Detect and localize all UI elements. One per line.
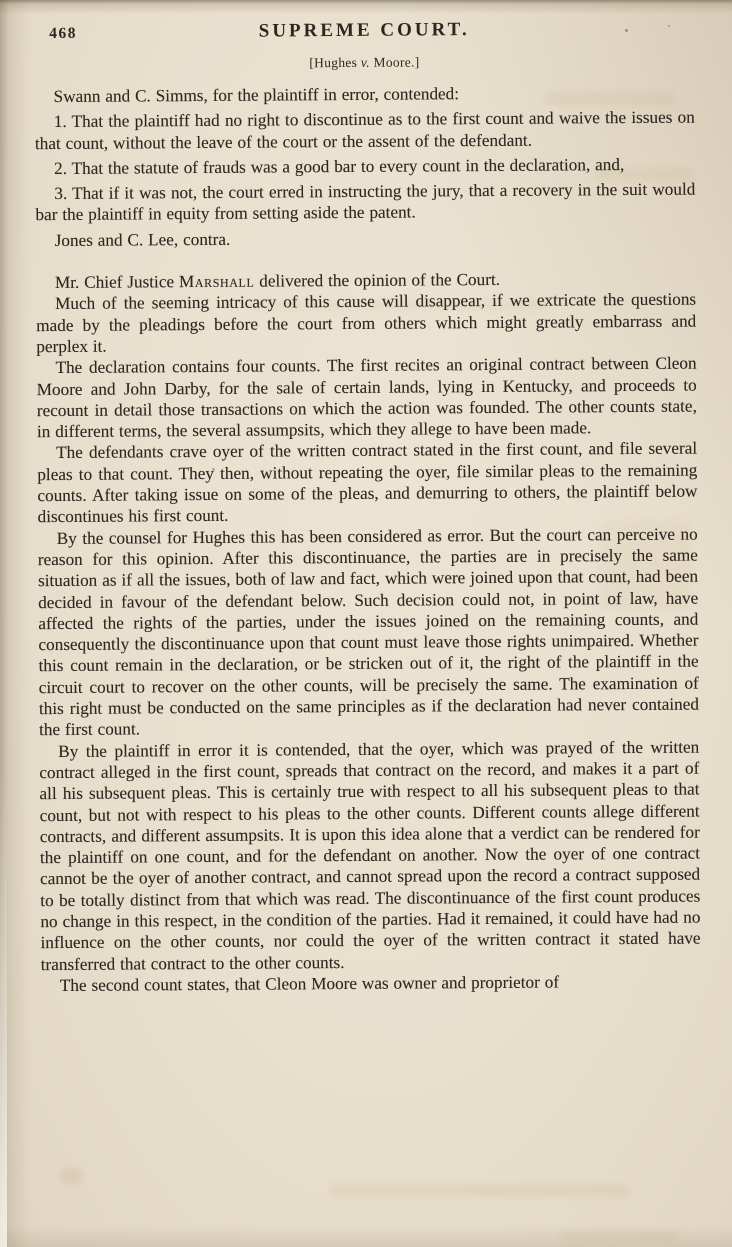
- paragraph: [35, 107, 695, 154]
- paragraph: [36, 353, 697, 443]
- paragraph: [35, 82, 695, 108]
- showthrough-mark: [60, 1168, 82, 1184]
- paragraph: [36, 289, 696, 357]
- text-segment: delivered the opinion of the Court.: [254, 269, 501, 291]
- text-segment: The defendants crave oyer of the written contract stated in the first count, and file several pleas to that count. They then, without repeating the oyer, file similar pleas to the remaining counts. After taking issue on some of the pleas, and demurring to others, the plaintiff below discontinues his first count.: [37, 438, 698, 527]
- paragraph: [37, 438, 698, 528]
- paragraph: [39, 736, 701, 975]
- text-segment: 1. That the plaintiff had no right to discontinue as to the first count and waive the issues on that count, without the leave of the court or the assent of the defendant.: [34, 107, 695, 153]
- text-segment: 2. That the statute of frauds was a good bar to every count in the declaration, and,: [54, 154, 625, 178]
- text-segment: Swann and C. Simms, for the plaintiff in error, contended:: [53, 84, 460, 107]
- text-segment: By the counsel for Hughes this has been considered as error. But the court can perceive no reason for this opinion. After this discontinuance, the parties are in precisely the same situation as if all the issues, both of law and fact, which were joined upon that count, had been decided in favour of the defendant below. Such decision could not, in point of law, have affected the rights of the parties, under the issues joined on the remaining counts, and consequently the discontinuance upon that count must leave those rights unimpaired. Whether this count remain in the declaration, or be stricken out of it, the right of the plaintiff in the circuit court to recover on the other counts, will be precisely the same. The examination of this right must be conducted on the same principles as if the declaration had never contained the first count.: [37, 524, 699, 740]
- text-segment: Jones and C. Lee, contra.: [54, 229, 231, 250]
- case-caption: [34, 53, 694, 74]
- text-segment: The second count states, that Cleon Moore was owner and proprietor of: [59, 972, 560, 995]
- text-segment: By the plaintiff in error it is contended, that the oyer, which was prayed of the written contract alleged in the first count, spreads that contract on the record, and makes it a part of all his subsequent pleas. This is certainly true with respect to all his subsequent pleas to that count, but not with respect to his pleas to the other counts. Different counts allege different contracts, and different assumpsits. It is upon this idea alone that a verdict can be rendered for the plaintiff on one count, and for the defendant on another. Now the oyer of one contract cannot be the oyer of another contract, and cannot spread upon the record a contract supposed to be totally distinct from that which was read. The discontinuance of the first count produces no change in this respect, in the condition of the parties. Had it remained, it could have had no influence on the other counts, nor could the oyer of the written contract it stated have transferred that contract to the other counts.: [39, 737, 701, 974]
- running-head-title: SUPREME COURT.: [258, 19, 470, 42]
- text-segment: Mr. Chief Justice: [54, 272, 180, 293]
- paragraph: [35, 153, 695, 179]
- showthrough-mark: [560, 1230, 680, 1242]
- paragraph: [36, 225, 696, 251]
- text-segment: 3. That if it was not, the court erred in instructing the jury, that a recovery in the suit would bar the plaintiff in equity from setting aside the patent.: [35, 179, 696, 225]
- paragraph: [41, 970, 701, 996]
- paragraph: [35, 179, 695, 226]
- text-segment: [Hughes: [309, 54, 361, 71]
- page-number: 468: [49, 24, 78, 43]
- paragraph: [38, 523, 699, 741]
- opinion-body: [35, 82, 701, 997]
- text-segment: Marshall: [178, 271, 255, 292]
- text-segment: The declaration contains four counts. The first recites an original contract between Cleon Moore and John Darby, for the sale of certain lands, lying in Kentucky, and proceeds to recount in detail those transactions on which the action was founded. The other counts state, in different terms, the several assumpsits, which they allege to have been made.: [36, 353, 697, 442]
- showthrough-mark: [330, 1184, 630, 1197]
- text-segment: Much of the seeming intricacy of this cause will disappear, if we extricate the questions made by the pleadings before the court from others which might greatly embarrass and perplex it.: [36, 289, 697, 357]
- page-header: [34, 18, 694, 51]
- text-segment: v.: [360, 54, 370, 70]
- text-segment: Moore.]: [369, 54, 420, 70]
